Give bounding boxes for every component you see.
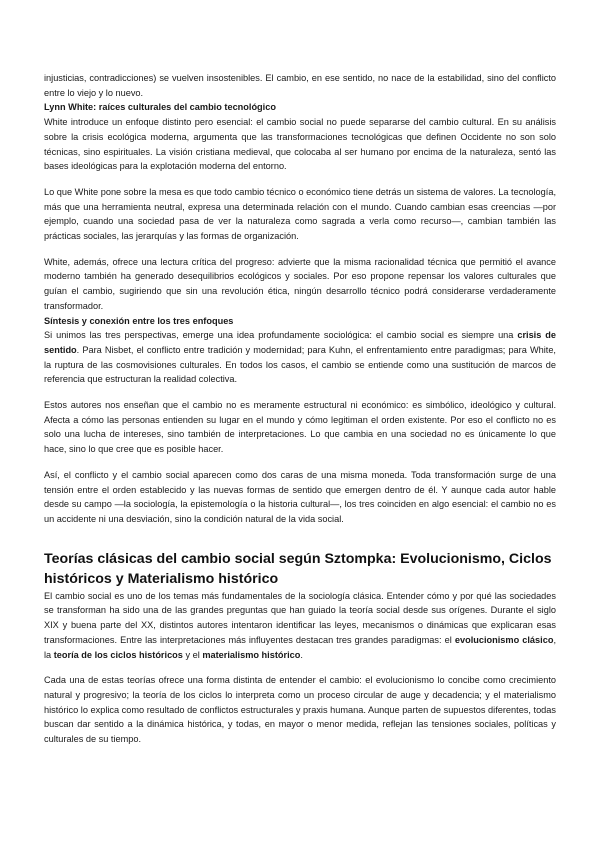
section-title-teorias-wrap: [44, 549, 556, 589]
white-paragraph-3: White, además, ofrece una lectura crítica del progreso: advierte que la misma racionalidad técnica que permitió el avance moderno también ha generado desequilibrios ecológicos y sociales. Por eso propone repensar los valores culturales que guían el cambio, sugiriendo que sin una revolución ética, ningún desarrollo técnico podrá considerarse verdaderamente transformador.: [44, 256, 556, 311]
emphasis-crisis-de-sentido: crisis de sentido: [44, 330, 556, 355]
white-paragraph-1: White introduce un enfoque distinto pero esencial: el cambio social no puede separarse del cambio cultural. En su análisis sobre la crisis ecológica moderna, argumenta que las transformaciones tecnológicas que definen Occidente no son solo técnicas, sino espirituales. La visión cristiana medieval, que colocaba al ser humano por encima de la naturaleza, sentó las bases ideológicas para la explotación moderna del entorno.: [44, 117, 556, 172]
section-heading-white: Lynn White: raíces culturales del cambio tecnológico: [44, 102, 276, 113]
sintesis-paragraph-1: Si unimos las tres perspectivas, emerge una idea profundamente sociológica: el cambio social es siempre una crisis de sentido. Para Nisbet, el conflicto entre tradición y modernidad; para Kuhn, el enfrentamiento entre paradigmas; para White, la ruptura de las cosmovisiones culturales. En todos los casos, el cambio se entiende como una sustitución de marcos de referencia que estructuran la realidad colectiva.: [44, 330, 556, 385]
sintesis-paragraph-2: Estos autores nos enseñan que el cambio no es meramente estructural ni económico: es simbólico, ideológico y cultural. Afecta a cómo las personas entienden su lugar en el mundo y cómo legitiman el orden existente. Por eso el conflicto no es solo una lucha de intereses, sino también de interpretaciones. Lo que cambia en una sociedad no es únicamente lo que hace, sino lo que cree que es posible hacer.: [44, 400, 556, 455]
emphasis-ciclos: teoría de los ciclos históricos: [53, 649, 183, 660]
section-title-teorias: Teorías clásicas del cambio social según Sztompka: Evolucionismo, Ciclos históricos y Materialismo histórico: [44, 550, 552, 587]
document-body: [44, 71, 556, 747]
teorias-paragraph-2: Cada una de estas teorías ofrece una forma distinta de entender el cambio: el evolucionismo lo concibe como crecimiento natural y progresivo; la teoría de los ciclos lo interpreta como un proceso circular de auge y decadencia; y el materialismo histórico lo explica como resultado de conflictos estructurales y praxis humana. Aunque parten de supuestos diferentes, todas buscan dar sentido a la dinámica histórica, y todas, en mayor o menor medida, reflejan las tensiones sociales, políticas y culturales de su tiempo.: [44, 675, 556, 745]
white-paragraph-2: Lo que White pone sobre la mesa es que todo cambio técnico o económico tiene detrás un sistema de valores. La tecnología, más que una herramienta neutral, expresa una determinada relación con el mundo. Cuando cambian esas creencias —por ejemplo, cuando una sociedad pasa de ver la naturaleza como sagrada a verla como recurso—, cambian también las prácticas sociales, las jerarquías y las formas de organización.: [44, 186, 556, 242]
emphasis-evolucionismo: evolucionismo clásico: [454, 634, 554, 645]
teorias-paragraph-1: El cambio social es uno de los temas más fundamentales de la sociología clásica. Entender cómo y por qué las sociedades se transforman ha sido una de las grandes preguntas que han guiado la teoría social desde sus orígenes. Durante el siglo XIX y buena parte del XX, distintos autores intentaron identificar las leyes, mecanismos o dinámicas que explicaran esas transformaciones. Entre las interpretaciones más influyentes destacan tres grandes paradigmas: el evolucionismo clásico, la teoría de los ciclos históricos y el materialismo histórico.: [44, 590, 556, 660]
intro-paragraph: injusticias, contradicciones) se vuelven insostenibles. El cambio, en ese sentido, no nace de la estabilidad, sino del conflicto entre lo viejo y lo nuevo.: [44, 73, 556, 98]
section-heading-sintesis: Síntesis y conexión entre los tres enfoques: [44, 315, 234, 326]
emphasis-materialismo: materialismo histórico: [202, 649, 301, 660]
sintesis-paragraph-3: Así, el conflicto y el cambio social aparecen como dos caras de una misma moneda. Toda transformación surge de una tensión entre el orden establecido y las nuevas formas de sentido que emergen dentro de él. Y aunque cada autor hable desde su campo —la sociología, la epistemología o la historia cultural—, los tres coinciden en algo esencial: el cambio no es un accidente ni una desviación, sino la condición natural de la vida social.: [44, 469, 556, 524]
